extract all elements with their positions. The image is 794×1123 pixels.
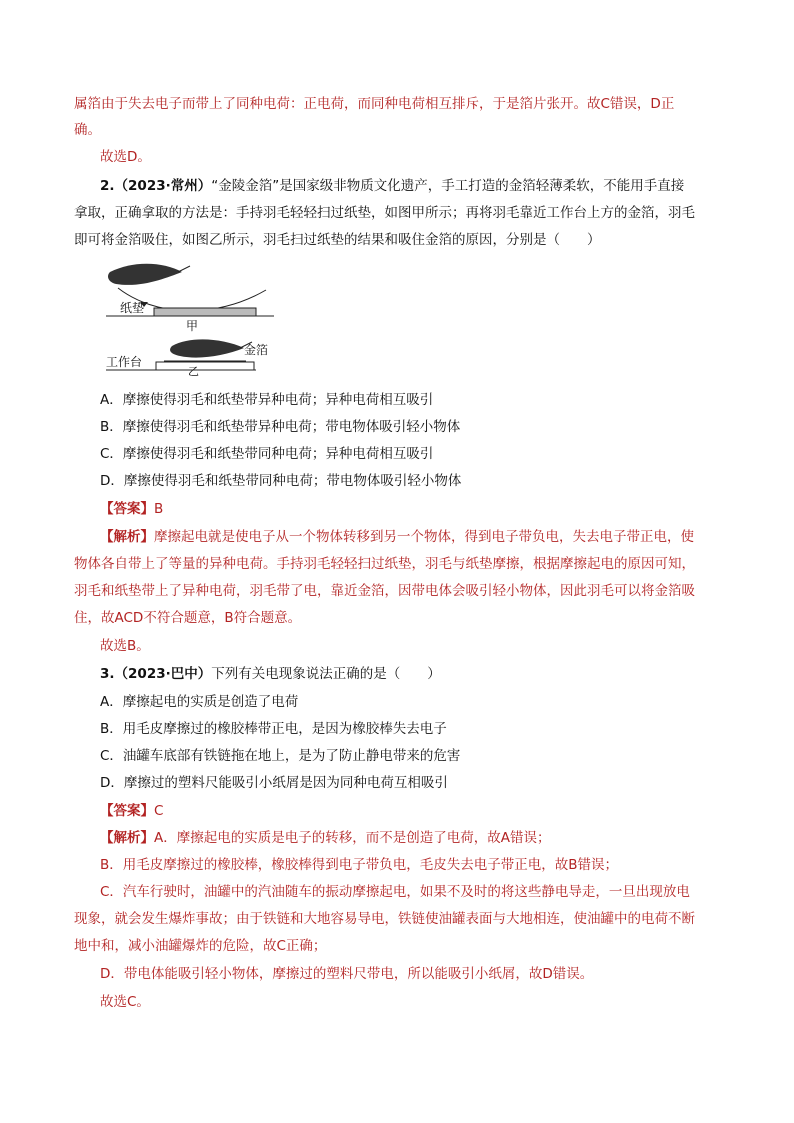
q2-answer	[100, 497, 760, 521]
q3-option-c: C．油罐车底部有铁链拖在地上，是为了防止静电带来的危害	[100, 748, 461, 764]
q3-analysis-line-1	[100, 826, 760, 850]
q3-stem	[100, 662, 760, 686]
q3-stem-text: 下列有关电现象说法正确的是（ ）	[211, 666, 441, 682]
label-paper-pad: 纸垫	[120, 301, 145, 315]
q3-choice: 故选C。	[100, 994, 150, 1010]
label-jia: 甲	[186, 319, 199, 333]
q2-stem-text: “金陵金箔”是国家级非物质文化遗产，手工打造的金箔轻薄柔软，不能用手直接	[211, 178, 685, 194]
q2-option-a: A．摩擦使得羽毛和纸垫带异种电荷；异种电荷相互吸引	[100, 392, 434, 408]
q3-option-b: B．用毛皮摩擦过的橡胶棒带正电，是因为橡胶棒失去电子	[100, 721, 447, 737]
q2-option-d: D．摩擦使得羽毛和纸垫带同种电荷；带电物体吸引轻小物体	[100, 473, 462, 489]
label-work-table: 工作台	[106, 355, 143, 369]
paper-pad	[154, 308, 256, 316]
q3-answer-tag: 【答案】	[100, 803, 154, 819]
q2-stem-line-3: 即可将金箔吸住，如图乙所示，羽毛扫过纸垫的结果和吸住金箔的原因，分别是（ ）	[74, 232, 601, 248]
q3-analysis-line-6: D．带电体能吸引轻小物体，摩擦过的塑料尺带电，所以能吸引小纸屑，故D错误。	[100, 966, 594, 982]
q3-analysis-line-5: 地中和，减小油罐爆炸的危险，故C正确；	[74, 938, 327, 954]
q3-analysis-line-3: C．汽车行驶时，油罐中的汽油随车的振动摩擦起电，如果不及时的将这些静电导走，一旦出现放电	[100, 884, 690, 900]
q2-source: （2023·常州）	[114, 178, 212, 194]
q2-answer-tag: 【答案】	[100, 501, 154, 517]
q2-analysis-text: 摩擦起电就是使电子从一个物体转移到另一个物体，得到电子带负电，失去电子带正电，使	[154, 529, 694, 545]
q2-analysis-line-3: 羽毛和纸垫带上了异种电荷，羽毛带了电，靠近金箔，因带电体会吸引轻小物体，因此羽毛可以将金箔吸	[74, 583, 695, 599]
label-gold-foil: 金箔	[244, 343, 269, 357]
q3-option-a: A．摩擦起电的实质是创造了电荷	[100, 694, 299, 710]
q3-number: 3.	[100, 666, 115, 682]
work-table	[156, 362, 254, 370]
feather-top	[108, 264, 182, 285]
q2-stem-line-2: 拿取，正确拿取的方法是：手持羽毛轻轻扫过纸垫，如图甲所示；再将羽毛靠近工作台上方的金箔，羽毛	[74, 205, 695, 221]
q3-source: （2023·巴中）	[114, 666, 212, 682]
q2-figure	[104, 258, 284, 376]
q2-number: 2.	[100, 178, 115, 194]
q3-option-d: D．摩擦过的塑料尺能吸引小纸屑是因为同种电荷互相吸引	[100, 775, 448, 791]
feather-bottom	[170, 339, 244, 357]
q2-stem-line-1	[100, 174, 760, 198]
q2-answer-value: B	[154, 501, 164, 517]
q2-analysis-line-2: 物体各自带上了等量的异种电荷。手持羽毛轻轻扫过纸垫，羽毛与纸垫摩擦，根据摩擦起电的原因可知，	[74, 556, 695, 572]
prev-analysis-line-2: 确。	[74, 122, 101, 138]
q3-analysis-line-2: B．用毛皮摩擦过的橡胶棒，橡胶棒得到电子带负电，毛皮失去电子带正电，故B错误；	[100, 857, 619, 873]
q2-option-b: B．摩擦使得羽毛和纸垫带异种电荷；带电物体吸引轻小物体	[100, 419, 461, 435]
q3-answer	[100, 799, 760, 823]
feather-diagram	[104, 258, 284, 376]
q2-analysis-line-4: 住，故ACD不符合题意，B符合题意。	[74, 610, 302, 626]
prev-choice: 故选D。	[100, 149, 151, 165]
q2-analysis-tag: 【解析】	[100, 529, 154, 545]
q3-answer-value: C	[154, 803, 164, 819]
q3-analysis-tag: 【解析】	[100, 830, 154, 846]
q3-analysis-text: A．摩擦起电的实质是电子的转移，而不是创造了电荷，故A错误；	[154, 830, 551, 846]
q2-option-c: C．摩擦使得羽毛和纸垫带同种电荷；异种电荷相互吸引	[100, 446, 434, 462]
label-yi: 乙	[188, 365, 199, 376]
q3-analysis-line-4: 现象，就会发生爆炸事故；由于铁链和大地容易导电，铁链使油罐表面与大地相连，使油罐中的电荷不断	[74, 911, 695, 927]
q2-analysis-line-1	[100, 525, 760, 549]
prev-analysis-line-1: 属箔由于失去电子而带上了同种电荷：正电荷，而同种电荷相互排斥，于是箔片张开。故C错误，D正	[74, 96, 675, 112]
q2-choice: 故选B。	[100, 638, 150, 654]
